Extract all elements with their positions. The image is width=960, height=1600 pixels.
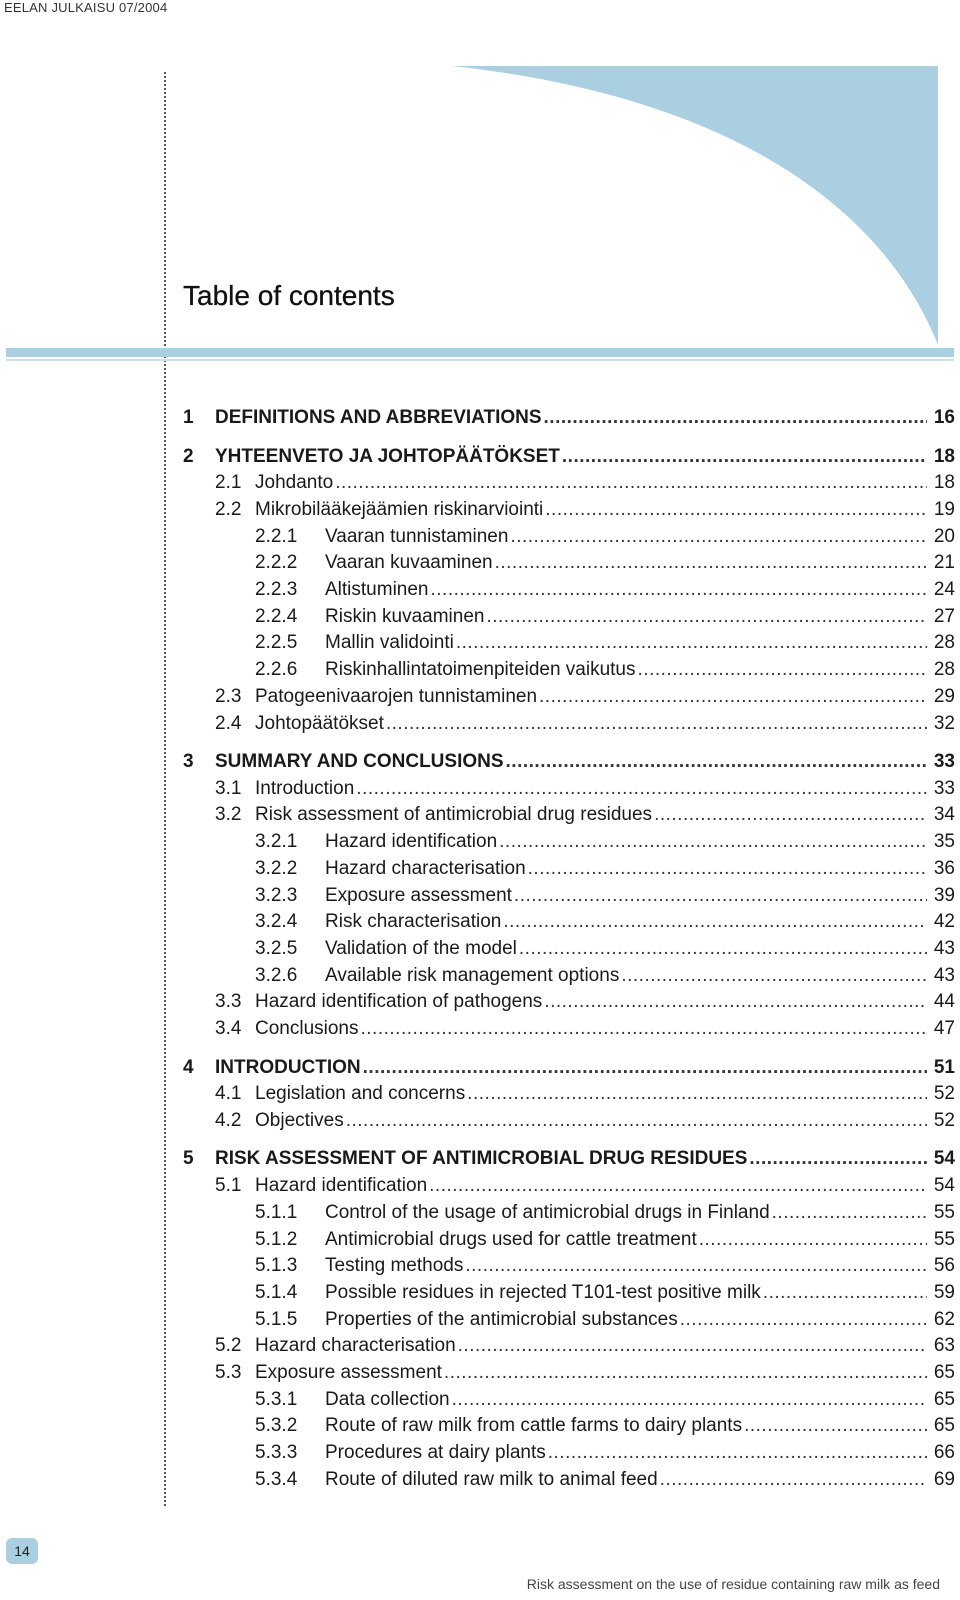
toc-leader-dots — [346, 1110, 927, 1132]
toc-entry-number: 5.3 — [215, 1362, 242, 1383]
toc-entry-page: 24 — [933, 579, 955, 600]
toc-entry-title: DEFINITIONS AND ABBREVIATIONS — [215, 407, 542, 428]
toc-entry-number: 5.3.2 — [255, 1415, 298, 1437]
toc-leader-dots — [545, 499, 927, 521]
title-divider — [6, 348, 954, 357]
toc-entry[interactable] — [183, 1335, 955, 1359]
toc-entry-number: 2.2 — [215, 498, 242, 520]
toc-entry-page: 43 — [933, 964, 955, 986]
vertical-dotted-rule — [164, 72, 166, 1506]
toc-entry[interactable] — [183, 938, 955, 962]
toc-entry-title: Legislation and concerns — [255, 1083, 466, 1105]
toc-entry[interactable] — [183, 751, 955, 775]
toc-leader-dots — [744, 1415, 927, 1437]
toc-entry-page: 29 — [933, 685, 955, 707]
toc-entry-page: 39 — [933, 884, 955, 906]
toc-entry-title: Control of the usage of antimicrobial drugs in Finland — [325, 1201, 770, 1223]
toc-entry[interactable] — [183, 606, 955, 630]
toc-entry[interactable] — [183, 632, 955, 656]
toc-entry-number: 2.2.2 — [255, 552, 298, 574]
toc-entry-page: 43 — [933, 937, 955, 959]
toc-entry-page: 65 — [933, 1362, 955, 1383]
toc-entry-number: 5.2 — [215, 1335, 242, 1357]
toc-entry-number: 3.4 — [215, 1018, 242, 1039]
toc-entry[interactable] — [183, 713, 955, 737]
toc-entry-page: 18 — [933, 472, 955, 494]
toc-entry[interactable] — [183, 1083, 955, 1107]
toc-entry-title: Hazard identification — [325, 831, 498, 853]
toc-entry-title: Objectives — [255, 1109, 344, 1131]
toc-entry-title: Possible residues in rejected T101-test positive milk — [325, 1281, 761, 1303]
toc-entry-number: 3.3 — [215, 991, 242, 1013]
toc-entry-title: RISK ASSESSMENT OF ANTIMICROBIAL DRUG RESIDUES — [215, 1148, 748, 1170]
toc-leader-dots — [467, 1083, 927, 1105]
toc-entry-number: 5.3.3 — [255, 1442, 298, 1464]
toc-leader-dots — [495, 552, 927, 574]
toc-entry-page: 20 — [933, 525, 955, 547]
toc-leader-dots — [548, 1442, 927, 1464]
toc-entry-title: Risk characterisation — [325, 911, 502, 933]
toc-leader-dots — [514, 885, 927, 907]
toc-leader-dots — [621, 965, 927, 987]
toc-entry-page: 59 — [933, 1281, 955, 1303]
toc-entry-page: 35 — [933, 831, 955, 853]
toc-entry[interactable] — [183, 991, 955, 1015]
toc-entry[interactable] — [183, 858, 955, 882]
toc-entry-title: Testing methods — [325, 1255, 464, 1277]
toc-entry[interactable] — [183, 1175, 955, 1199]
toc-entry-number: 5.3.1 — [255, 1388, 298, 1410]
toc-entry[interactable] — [183, 579, 955, 603]
toc-entry[interactable] — [183, 1255, 955, 1279]
toc-leader-dots — [763, 1282, 927, 1304]
toc-entry-number: 5.1 — [215, 1175, 242, 1197]
toc-entry-page: 28 — [933, 659, 955, 681]
toc-entry-page: 42 — [933, 911, 955, 933]
toc-entry[interactable] — [183, 1202, 955, 1226]
toc-entry-title: Johdanto — [255, 472, 334, 494]
toc-entry-title: Data collection — [325, 1388, 450, 1410]
toc-entry-number: 3.2.3 — [255, 884, 298, 906]
toc-leader-dots — [528, 858, 927, 880]
toc-entry-page: 32 — [933, 712, 955, 734]
toc-entry[interactable] — [183, 1415, 955, 1439]
toc-leader-dots — [386, 713, 927, 735]
toc-entry-number: 5.1.4 — [255, 1281, 298, 1303]
toc-entry-page: 52 — [933, 1109, 955, 1131]
toc-entry-page: 54 — [933, 1175, 955, 1197]
title-divider-thin — [6, 359, 954, 361]
toc-entry-number: 2.2.1 — [255, 525, 298, 547]
toc-entry[interactable] — [183, 1057, 955, 1081]
toc-entry-page: 21 — [933, 552, 955, 574]
toc-entry-title: Riskinhallintatoimenpiteiden vaikutus — [325, 659, 636, 681]
toc-entry-title: Johtopäätökset — [255, 712, 384, 734]
toc-entry-number: 1 — [183, 407, 194, 428]
toc-leader-dots — [544, 407, 927, 429]
toc-entry-page: 28 — [933, 632, 955, 654]
toc-entry-page: 62 — [933, 1308, 955, 1330]
toc-entry-title: Hazard characterisation — [255, 1335, 456, 1357]
toc-entry-title: Risk assessment of antimicrobial drug residues — [255, 804, 653, 826]
toc-entry-number: 2.2.6 — [255, 659, 298, 681]
toc-entry[interactable] — [183, 407, 955, 431]
toc-entry-title: Vaaran kuvaaminen — [325, 552, 493, 574]
toc-entry-title: Available risk management options — [325, 964, 620, 986]
toc-entry[interactable] — [183, 1282, 955, 1306]
toc-entry-title: Hazard identification of pathogens — [255, 991, 543, 1013]
toc-entry-title: Introduction — [255, 777, 355, 799]
toc-entry-number: 3 — [183, 751, 194, 772]
toc-entry-page: 63 — [933, 1335, 955, 1357]
toc-entry-title: Conclusions — [255, 1018, 359, 1039]
toc-entry-page: 56 — [933, 1255, 955, 1277]
toc-entry-number: 3.2.5 — [255, 937, 298, 959]
toc-leader-dots — [699, 1229, 927, 1251]
decorative-corner-shape — [0, 0, 960, 360]
toc-entry-page: 19 — [933, 498, 955, 520]
toc-entry-number: 2.3 — [215, 685, 242, 707]
toc-leader-dots — [444, 1362, 927, 1384]
toc-leader-dots — [638, 659, 927, 681]
toc-entry-title: Mallin validointi — [325, 632, 454, 654]
toc-leader-dots — [539, 686, 927, 708]
toc-leader-dots — [335, 472, 927, 494]
toc-entry-title: INTRODUCTION — [215, 1056, 361, 1078]
toc-entry-page: 18 — [933, 445, 955, 467]
toc-entry-number: 5.3.4 — [255, 1468, 298, 1490]
toc-leader-dots — [429, 1175, 927, 1197]
toc-entry-page: 52 — [933, 1083, 955, 1105]
toc-entry-title: Hazard identification — [255, 1175, 428, 1197]
toc-entry-number: 2.2.4 — [255, 605, 298, 627]
toc-entry-number: 2 — [183, 445, 194, 467]
toc-entry-page: 55 — [933, 1228, 955, 1250]
toc-entry-title: Patogeenivaarojen tunnistaminen — [255, 685, 538, 707]
toc-entry-number: 3.1 — [215, 777, 242, 799]
toc-entry-title: YHTEENVETO JA JOHTOPÄÄTÖKSET — [215, 445, 560, 467]
toc-entry[interactable] — [183, 1389, 955, 1413]
page-number-badge: 14 — [6, 1538, 38, 1564]
toc-leader-dots — [772, 1202, 927, 1224]
toc-entry[interactable] — [183, 911, 955, 935]
toc-entry[interactable] — [183, 499, 955, 523]
toc-leader-dots — [499, 831, 927, 853]
toc-entry[interactable] — [183, 526, 955, 550]
page-title: Table of contents — [183, 280, 395, 311]
toc-entry-number: 2.1 — [215, 472, 242, 494]
toc-entry-title: Mikrobilääkejäämien riskinarviointi — [255, 498, 544, 520]
toc-leader-dots — [458, 1335, 927, 1357]
toc-entry[interactable] — [183, 1018, 955, 1042]
toc-entry[interactable] — [183, 831, 955, 855]
toc-entry[interactable] — [183, 659, 955, 683]
toc-entry-page: 66 — [933, 1442, 955, 1464]
toc-entry-page: 55 — [933, 1201, 955, 1223]
toc-entry-title: Route of raw milk from cattle farms to dairy plants — [325, 1415, 743, 1437]
toc-leader-dots — [431, 579, 928, 601]
toc-entry-number: 5.1.1 — [255, 1201, 298, 1223]
toc-entry[interactable] — [183, 965, 955, 989]
toc-entry-page: 27 — [933, 605, 955, 627]
toc-entry-number: 5.1.5 — [255, 1308, 298, 1330]
toc-entry[interactable] — [183, 778, 955, 802]
toc-entry-number: 4.2 — [215, 1109, 242, 1131]
toc-leader-dots — [486, 606, 927, 628]
toc-entry[interactable] — [183, 804, 955, 828]
toc-leader-dots — [452, 1389, 927, 1411]
toc-entry-number: 3.2.1 — [255, 831, 298, 853]
toc-entry-page: 65 — [933, 1388, 955, 1410]
toc-entry-page: 44 — [933, 991, 955, 1013]
toc-leader-dots — [363, 1057, 927, 1079]
toc-entry-number: 4.1 — [215, 1083, 242, 1105]
toc-entry-page: 36 — [933, 857, 955, 879]
toc-entry-title: Antimicrobial drugs used for cattle treatment — [325, 1228, 697, 1250]
toc-entry-page: 69 — [933, 1468, 955, 1490]
toc-entry-number: 5.1.3 — [255, 1255, 298, 1277]
toc-entry-number: 3.2.2 — [255, 857, 298, 879]
toc-entry[interactable] — [183, 1309, 955, 1333]
toc-entry-title: SUMMARY AND CONCLUSIONS — [215, 751, 504, 772]
toc-entry-page: 54 — [933, 1148, 955, 1170]
toc-leader-dots — [680, 1309, 927, 1331]
publication-header: EELAN JULKAISU 07/2004 — [4, 0, 168, 15]
toc-entry[interactable] — [183, 1442, 955, 1466]
toc-entry[interactable] — [183, 472, 955, 496]
toc-entry[interactable] — [183, 686, 955, 710]
toc-leader-dots — [519, 938, 927, 960]
toc-entry-number: 3.2.6 — [255, 964, 298, 986]
toc-leader-dots — [361, 1018, 928, 1040]
toc-entry[interactable] — [183, 1148, 955, 1172]
toc-entry-number: 4 — [183, 1056, 194, 1078]
toc-entry-title: Validation of the model — [325, 937, 517, 959]
toc-entry-title: Procedures at dairy plants — [325, 1442, 546, 1464]
toc-leader-dots — [562, 446, 927, 468]
toc-entry-page: 65 — [933, 1415, 955, 1437]
toc-entry-page: 47 — [933, 1018, 955, 1039]
toc-entry-page: 51 — [933, 1056, 955, 1078]
toc-entry-number: 5.1.2 — [255, 1228, 298, 1250]
toc-leader-dots — [749, 1148, 927, 1170]
toc-entry-page: 34 — [933, 804, 955, 826]
toc-entry-page: 33 — [933, 777, 955, 799]
toc-entry-number: 3.2 — [215, 804, 242, 826]
toc-entry[interactable] — [183, 552, 955, 576]
toc-entry-title: Exposure assessment — [325, 884, 512, 906]
toc-entry-title: Properties of the antimicrobial substances — [325, 1308, 678, 1330]
toc-entry-title: Vaaran tunnistaminen — [325, 525, 509, 547]
toc-entry[interactable] — [183, 1362, 955, 1386]
toc-entry-number: 2.2.5 — [255, 632, 298, 654]
toc-entry[interactable] — [183, 1229, 955, 1253]
toc-leader-dots — [506, 751, 927, 773]
toc-entry-title: Route of diluted raw milk to animal feed — [325, 1468, 658, 1490]
toc-entry[interactable] — [183, 1469, 955, 1493]
toc-leader-dots — [503, 911, 927, 933]
toc-entry-title: Exposure assessment — [255, 1362, 442, 1383]
toc-entry-title: Altistuminen — [325, 579, 429, 600]
toc-leader-dots — [356, 778, 927, 800]
toc-entry-page: 33 — [933, 751, 955, 772]
toc-entry[interactable] — [183, 1110, 955, 1134]
toc-entry-title: Hazard characterisation — [325, 857, 526, 879]
toc-leader-dots — [544, 991, 927, 1013]
toc-entry[interactable] — [183, 885, 955, 909]
toc-entry-number: 2.2.3 — [255, 579, 298, 600]
toc-entry-title: Riskin kuvaaminen — [325, 605, 485, 627]
toc-entry-number: 5 — [183, 1148, 194, 1170]
toc-entry-page: 16 — [933, 407, 955, 428]
toc-entry-number: 2.4 — [215, 712, 242, 734]
toc-entry[interactable] — [183, 446, 955, 470]
toc-leader-dots — [654, 804, 927, 826]
toc-leader-dots — [510, 526, 927, 548]
toc-entry-number: 3.2.4 — [255, 911, 298, 933]
toc-leader-dots — [456, 632, 927, 654]
toc-leader-dots — [660, 1469, 927, 1491]
running-title: Risk assessment on the use of residue containing raw milk as feed — [526, 1576, 940, 1592]
toc-leader-dots — [465, 1255, 927, 1277]
